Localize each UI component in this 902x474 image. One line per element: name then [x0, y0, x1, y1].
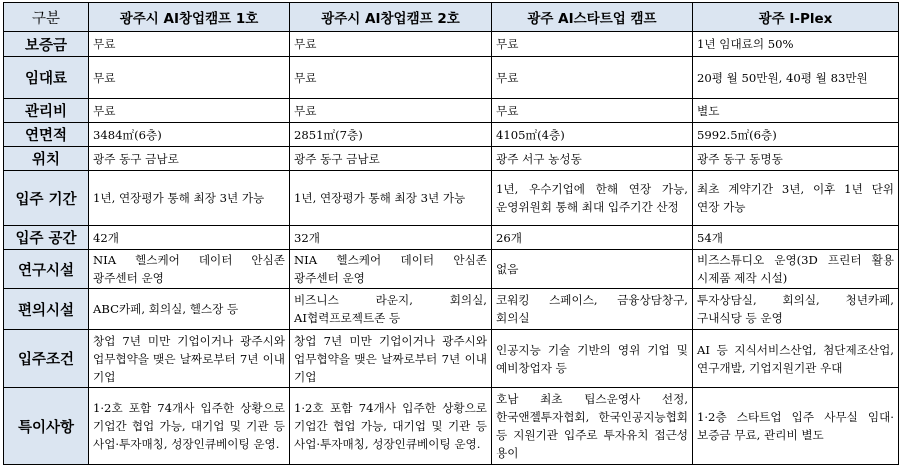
- column-header-i-plex: 광주 I-Plex: [693, 3, 899, 32]
- table-cell: 무료: [492, 57, 693, 99]
- table-cell: 26개: [492, 226, 693, 250]
- table-cell: 20평 월 50만원, 40평 월 83만원: [693, 57, 899, 99]
- table-cell: 54개: [693, 226, 899, 250]
- comparison-table: [3, 2, 899, 465]
- table-cell: 무료: [290, 57, 492, 99]
- table-cell: 무료: [492, 32, 693, 57]
- header-row: [4, 3, 899, 32]
- table-cell: ABC카페, 회의실, 헬스장 등: [89, 289, 290, 330]
- table-cell: 투자상담실, 회의실, 청년카페, 구내식당 등 운영: [693, 289, 899, 330]
- row-special-notes: [4, 388, 899, 465]
- table-cell: 1년, 연장평가 통해 최장 3년 가능: [290, 171, 492, 226]
- table-cell: 없음: [492, 250, 693, 289]
- table-cell: 광주 서구 농성동: [492, 147, 693, 171]
- row-location: [4, 147, 899, 171]
- table-cell: 무료: [492, 99, 693, 123]
- table-cell: 1·2호 포함 74개사 입주한 상황으로 기업간 협업 가능, 대기업 및 기관 등 사업·투자매칭, 성장인큐베이팅 운영.: [89, 388, 290, 465]
- table-cell: 비즈니스 라운지, 회의실, AI협력프로젝트존 등: [290, 289, 492, 330]
- table-cell: 코워킹 스페이스, 금융상담창구, 회의실: [492, 289, 693, 330]
- column-header-startup-camp: 광주 AI스타트업 캠프: [492, 3, 693, 32]
- table-cell: AI 등 지식서비스산업, 첨단제조산업, 연구개발, 기업지원기관 우대: [693, 330, 899, 388]
- row-occupancy-period: [4, 171, 899, 226]
- row-label: 입주 공간: [4, 226, 89, 250]
- table-cell: 창업 7년 미만 기업이거나 광주시와 업무협약을 맺은 날짜로부터 7년 이내 기업: [89, 330, 290, 388]
- column-header-camp-1: 광주시 AI창업캠프 1호: [89, 3, 290, 32]
- table-cell: 별도: [693, 99, 899, 123]
- row-label: 연구시설: [4, 250, 89, 289]
- table-cell: 3484㎡(6층): [89, 123, 290, 147]
- table-cell: 1년 임대료의 50%: [693, 32, 899, 57]
- table-cell: 무료: [89, 32, 290, 57]
- row-label: 편의시설: [4, 289, 89, 330]
- table-cell: 무료: [290, 32, 492, 57]
- row-label: 위치: [4, 147, 89, 171]
- column-header-camp-2: 광주시 AI창업캠프 2호: [290, 3, 492, 32]
- row-maintenance: [4, 99, 899, 123]
- row-label: 연면적: [4, 123, 89, 147]
- row-label: 보증금: [4, 32, 89, 57]
- table-cell: 1·2호 포함 74개사 입주한 상황으로 기업간 협업 가능, 대기업 및 기관 등 사업·투자매칭, 성장인큐베이팅 운영.: [290, 388, 492, 465]
- table-cell: 4105㎡(4층): [492, 123, 693, 147]
- table-cell: 32개: [290, 226, 492, 250]
- row-occupancy-conditions: [4, 330, 899, 388]
- table-cell: 1년, 우수기업에 한해 연장 가능, 운영위원회 통해 최대 입주기간 산정: [492, 171, 693, 226]
- table-cell: 1·2층 스타트업 입주 사무실 임대·보증금 무료, 관리비 별도: [693, 388, 899, 465]
- table-cell: 인공지능 기술 기반의 영위 기업 및 예비창업자 등: [492, 330, 693, 388]
- row-amenities: [4, 289, 899, 330]
- table-cell: 비즈스튜디오 운영(3D 프린터 활용 시제품 제작 시설): [693, 250, 899, 289]
- corner-header: 구분: [4, 3, 89, 32]
- table-cell: NIA 헬스케어 데이터 안심존 광주센터 운영: [290, 250, 492, 289]
- row-label: 입주조건: [4, 330, 89, 388]
- table-cell: 5992.5㎡(6층): [693, 123, 899, 147]
- row-label: 관리비: [4, 99, 89, 123]
- table-cell: 1년, 연장평가 통해 최장 3년 가능: [89, 171, 290, 226]
- row-rent: [4, 57, 899, 99]
- row-deposit: [4, 32, 899, 57]
- table-cell: 광주 동구 동명동: [693, 147, 899, 171]
- table-cell: 광주 동구 금남로: [89, 147, 290, 171]
- row-label: 특이사항: [4, 388, 89, 465]
- table-cell: 호남 최초 팁스운영사 선정, 한국앤젤투자협회, 한국인공지능협회 등 지원기관 입주로 투자유치 접근성 용이: [492, 388, 693, 465]
- row-label: 임대료: [4, 57, 89, 99]
- row-occupancy-space: [4, 226, 899, 250]
- table-cell: NIA 헬스케어 데이터 안심존 광주센터 운영: [89, 250, 290, 289]
- table-cell: 2851㎡(7층): [290, 123, 492, 147]
- table-cell: 무료: [290, 99, 492, 123]
- row-floor-area: [4, 123, 899, 147]
- table-cell: 42개: [89, 226, 290, 250]
- row-label: 입주 기간: [4, 171, 89, 226]
- table-cell: 최초 계약기간 3년, 이후 1년 단위 연장 가능: [693, 171, 899, 226]
- table-cell: 무료: [89, 57, 290, 99]
- table-cell: 무료: [89, 99, 290, 123]
- row-research-facilities: [4, 250, 899, 289]
- table-cell: 창업 7년 미만 기업이거나 광주시와 업무협약을 맺은 날짜로부터 7년 이내 기업: [290, 330, 492, 388]
- table-cell: 광주 동구 금남로: [290, 147, 492, 171]
